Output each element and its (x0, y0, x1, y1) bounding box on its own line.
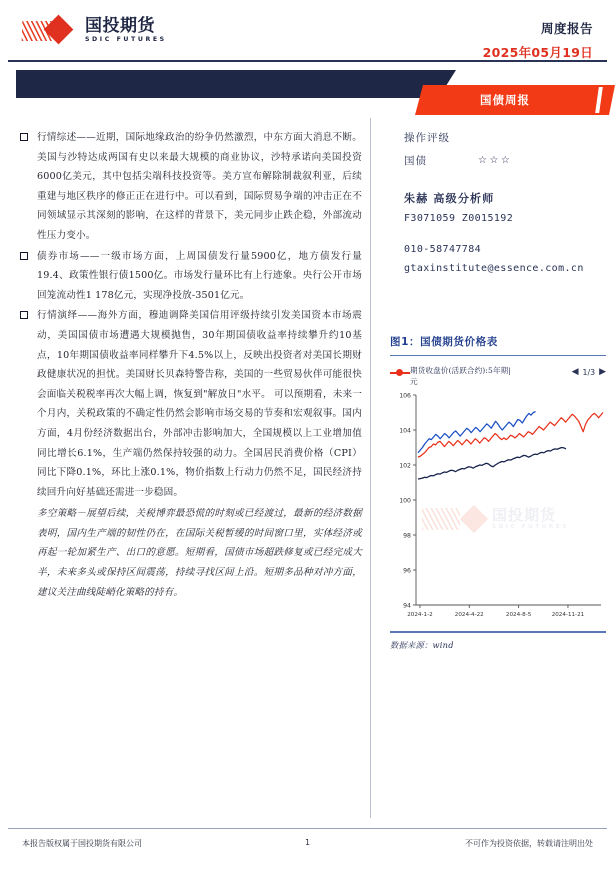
legend-page-count: 1/3 (582, 367, 596, 377)
page-footer (0, 838, 615, 858)
legend-pagination[interactable] (572, 367, 606, 377)
figure-source: 数据来源：wind (390, 639, 454, 650)
banner-title: 市场短期或陷入震荡 (158, 9, 242, 19)
body-paragraph (20, 128, 362, 246)
legend-marker-icon (390, 368, 410, 378)
watermark-company-cn: 国投期货 (492, 506, 557, 525)
svg-text:2024-4-22: 2024-4-22 (454, 612, 484, 619)
prev-arrow-icon[interactable]: ◀ (571, 367, 579, 378)
svg-text:2024-1-2: 2024-1-2 (407, 612, 433, 619)
svg-text:102: 102 (399, 462, 411, 470)
column-divider (370, 118, 371, 818)
analyst-name: 朱赫 高级分析师 (404, 192, 495, 205)
title-banner (16, 70, 456, 98)
contact-email[interactable]: gtaxinstitute@essence.com.cn (404, 263, 584, 274)
chart-canvas (390, 389, 606, 629)
svg-text:96: 96 (403, 567, 411, 575)
footer-copyright: 本报告版权属于国投期货有限公司 (22, 839, 142, 848)
rating-instrument: 国债 (404, 155, 427, 167)
analyst-block (404, 190, 605, 224)
footer-divider (8, 828, 607, 829)
svg-text:2024-11-21: 2024-11-21 (551, 612, 585, 619)
report-body (20, 128, 362, 602)
rating-block (390, 130, 605, 168)
figure-top-rule (390, 355, 606, 356)
logo-company-en: SDIC FUTURES (85, 36, 167, 44)
bullet-square-icon (20, 133, 28, 141)
report-date: 2025年05月19日 (482, 45, 593, 60)
contact-block (404, 244, 605, 274)
paragraph-text: 债券市场——一级市场方面，上周国债发行量5900亿，地方债发行量19.4、政策性银行债1500亿。市场发行量环比有上行迹象。央行公开市场回笼流动性1 178亿元，实现净投放-3501亿元。 (37, 250, 362, 301)
watermark-company-en: SDIC FUTURES (492, 524, 569, 531)
footer-page-number: 1 (304, 838, 311, 847)
header-divider (8, 60, 607, 62)
logo-company-cn: 国投期货 (85, 16, 155, 37)
bullet-square-icon (20, 311, 28, 319)
rating-row (404, 153, 605, 168)
figure-bottom-rule (390, 631, 606, 632)
rating-title: 操作评级 (404, 132, 450, 144)
strategy-paragraph: 多空策略－展望后续，关税博弈最恐慌的时刻或已经渡过，最新的经济数据表明，国内生产端的韧性仍在，在国际关税暂缓的时间窗口里，实体经济或再起一轮加紧生产、出口的意愿。短期看，国债市场超跌修复或已经完成大半，未来多头或保持区间震荡，持续寻找区间上沿。短期多品种对冲方面，建议关注曲线陡峭化策略的持有。 (37, 508, 362, 598)
chart-unit-label: 元 (410, 377, 418, 387)
svg-text:100: 100 (399, 497, 411, 505)
footer-disclaimer: 不可作为投资依据，转载请注明出处 (465, 839, 593, 848)
figure-title: 图1：国债期货价格表 (390, 336, 498, 348)
chart-legend (390, 365, 606, 387)
legend-label-wrap (410, 365, 572, 387)
svg-text:104: 104 (399, 427, 411, 435)
contact-phone: 010-58747784 (404, 244, 482, 255)
paragraph-text: 行情演绎——海外方面，穆迪调降美国信用评级持续引发美国资本市场震动，美国国债市场遭遇大规模抛售，30年期国债收益率持续攀升约10基点，10年期国债收益率同样攀升下4.5%以上，反映出投资者对美国长期财政健康状况的担忧。美国财长贝森特警告称，美国的一些贸易伙伴可能很快会面临关税税率再次大幅上调，恢复到"解放日"水平。 可以预期看，未来一个月内，关税政策的不确定性仍然会影响市场交易的节奏和宏观叙事。国内方面，4月份经济数据出台，外部冲击影响加大，全国规模以上工业增加值同比增长6.1%，生产端仍然保持较强的动力。全国居民消费价格（CPI）同比下降0.1%，环比上涨0.1%，物价指数上行动力仍然不足，国民经济持续回升向好基础还需进一步稳固。 (37, 310, 362, 498)
body-paragraph (20, 306, 362, 502)
header-meta (483, 19, 593, 61)
report-tab-label: 国债周报 (480, 93, 530, 107)
line-chart (390, 389, 606, 629)
figure-block (390, 334, 606, 651)
paragraph-text: 行情综述——近期，国际地缘政治的纷争仍然激烈，中东方面大消息不断。美国与沙特达成两国有史以来最大规模的商业协议，沙特承诺向美国投资6000亿美元，其中包括尖端科技投资等。美方宣布解除制裁叙利亚，后续重建与地区秩序的修正正在进行中。可以看到，国际贸易争端的冲击正在不同领域显示其深刻的影响，在这样的背景下，美元同步止跌企稳，外部流动性压力变小。 (37, 132, 362, 241)
next-arrow-icon[interactable]: ▶ (599, 367, 606, 378)
rating-stars: ☆☆☆ (478, 155, 513, 166)
sidebar-rail (390, 130, 605, 282)
svg-text:98: 98 (403, 532, 411, 540)
svg-text:2024-8-5: 2024-8-5 (505, 612, 532, 619)
analyst-license-code: F3071059 Z0015192 (404, 213, 514, 224)
svg-text:94: 94 (403, 602, 411, 610)
body-paragraph (20, 247, 362, 306)
report-type: 周度报告 (540, 21, 593, 36)
legend-label: 期货收盘价(活跃合约):5年期| (410, 366, 512, 376)
svg-text:106: 106 (399, 392, 411, 400)
bullet-square-icon (20, 252, 28, 260)
